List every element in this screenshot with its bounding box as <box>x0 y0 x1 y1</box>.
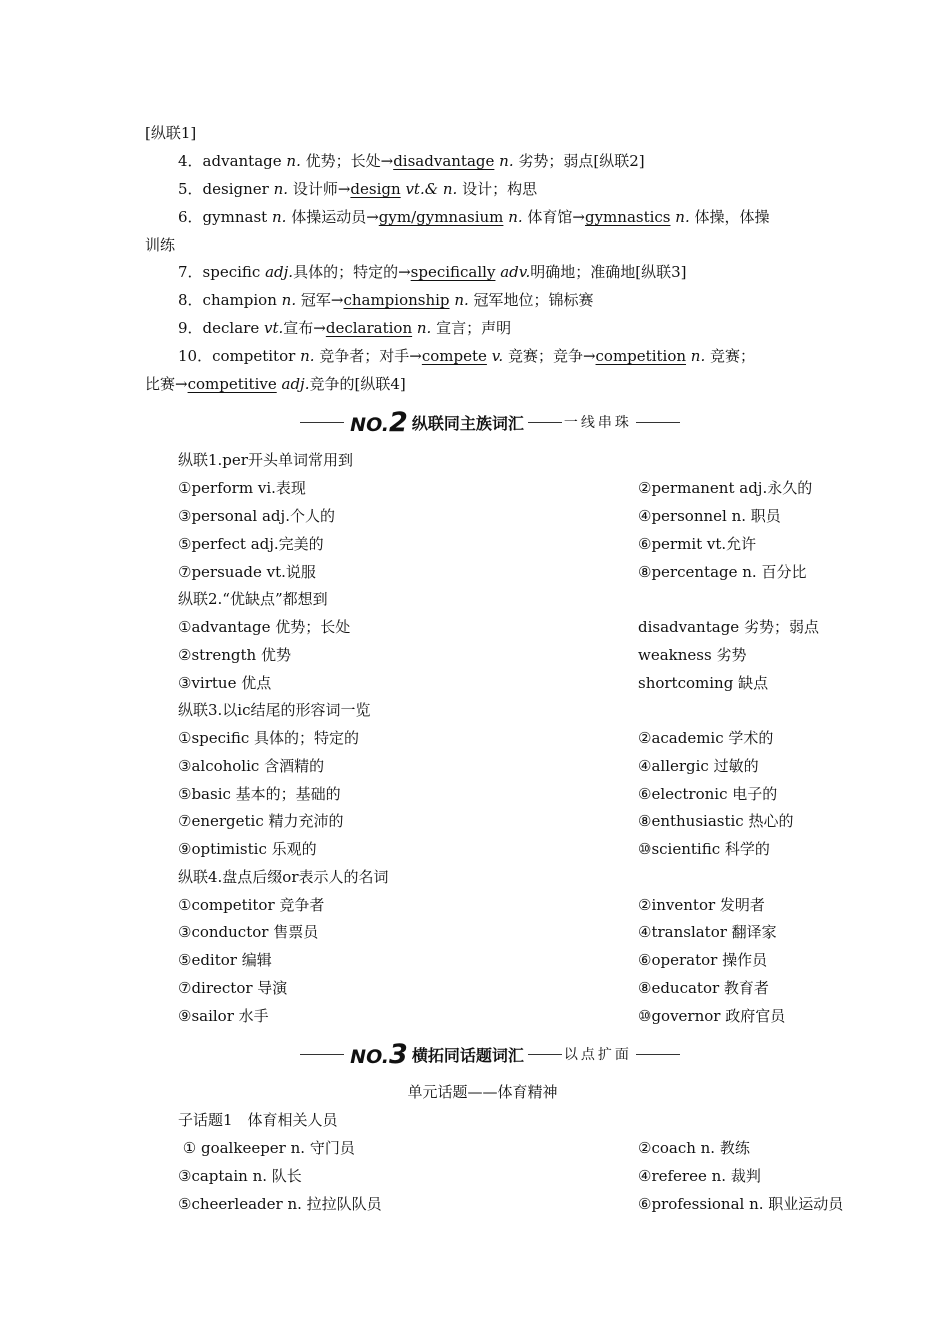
list-item: ③conductor 售票员 ④translator 翻译家 <box>178 923 777 941</box>
list-item: ③captain n. 队长 ④referee n. 裁判 <box>178 1167 761 1185</box>
vocab-entry-10: 10．competitor n. 竞争者；对手→compete v. 竞赛；竞争→competition n. 竞赛； <box>178 347 756 365</box>
header-rule <box>300 1054 344 1055</box>
derived-word: compete <box>421 347 487 365</box>
vocab-entry-10-cont: 比赛→competitive adj.竞争的[纵联4] <box>145 375 406 393</box>
derived-word: declaration <box>325 319 413 337</box>
vocab-entry-5: 5．designer n. 设计师→design vt.& n. 设计；构思 <box>178 180 538 198</box>
list-item: ⑦energetic 精力充沛的 ⑧enthusiastic 热心的 <box>178 812 794 830</box>
derived-word: design <box>350 180 401 198</box>
vocab-entry-8: 8．champion n. 冠军→championship n. 冠军地位；锦标赛 <box>178 291 594 309</box>
derived-word: disadvantage <box>393 152 495 170</box>
list-item: ⑨sailor 水手 ⑩governor 政府官员 <box>178 1007 786 1025</box>
group-heading: 纵联2.“优缺点”都想到 <box>178 590 328 608</box>
list-item: ③virtue 优点 shortcoming 缺点 <box>178 674 769 692</box>
section-subtitle: 以点扩面 <box>563 1047 632 1063</box>
vocab-entry-4: 4．advantage n. 优势；长处→disadvantage n. 劣势；弱点[纵联2] <box>178 152 645 170</box>
section-subtitle: 一线串珠 <box>563 415 632 431</box>
list-item: ②strength 优势 weakness 劣势 <box>178 646 747 664</box>
list-item: ③alcoholic 含酒精的 ④allergic 过敏的 <box>178 757 759 775</box>
unit-topic: 单元话题——体育精神 <box>407 1083 558 1101</box>
header-rule <box>528 1054 562 1055</box>
header-rule <box>636 1054 680 1055</box>
sub-topic-heading: 子话题1 体育相关人员 <box>178 1111 338 1129</box>
vocab-entry-7: 7．specific adj.具体的；特定的→specifically adv.明确地；准确地[纵联3] <box>178 263 687 281</box>
list-item: ⑤basic 基本的；基础的 ⑥electronic 电子的 <box>178 785 778 803</box>
section-3-header <box>300 1038 680 1070</box>
list-item: ①competitor 竞争者 ②inventor 发明者 <box>178 896 765 914</box>
list-item: ①specific 具体的；特定的 ②academic 学术的 <box>178 729 774 747</box>
section-2-header <box>300 406 680 438</box>
derived-word: championship <box>343 291 450 309</box>
group-heading: 纵联1.per开头单词常用到 <box>178 451 353 469</box>
header-rule <box>528 422 562 423</box>
header-rule <box>300 422 344 423</box>
list-item: ①advantage 优势；长处 disadvantage 劣势；弱点 <box>178 618 819 636</box>
derived-word: gym/gymnasium <box>378 208 504 226</box>
list-item: ⑤cheerleader n. 拉拉队队员 ⑥professional n. 职业运动员 <box>178 1195 844 1213</box>
section-title: 纵联同主族词汇 <box>411 413 524 433</box>
vocab-entry-6: 6．gymnast n. 体操运动员→gym/gymnasium n. 体育馆→gymnastics n. 体操，体操 <box>178 208 770 226</box>
list-item: ③personal adj.个人的 ④personnel n. 职员 <box>178 507 781 525</box>
vocab-entry-9: 9．declare vt.宣布→declaration n. 宣言；声明 <box>178 319 512 337</box>
list-item: ⑨optimistic 乐观的 ⑩scientific 科学的 <box>178 840 770 858</box>
list-item: ① goalkeeper n. 守门员 ②coach n. 教练 <box>178 1139 750 1157</box>
list-item: ①perform vi.表现 ②permanent adj.永久的 <box>178 479 813 497</box>
group-heading: 纵联4.盘点后缀or表示人的名词 <box>178 868 389 886</box>
derived-word: specifically <box>410 263 496 281</box>
section-number: NO.2 <box>350 406 408 438</box>
list-item: ⑤perfect adj.完美的 ⑥permit vt.允许 <box>178 535 757 553</box>
group-heading: 纵联3.以ic结尾的形容词一览 <box>178 701 371 719</box>
vocab-line-ref: [纵联1] <box>145 124 197 142</box>
vocab-entry-6-cont: 训练 <box>145 236 176 254</box>
section-number: NO.3 <box>350 1038 408 1070</box>
list-item: ⑦persuade vt.说服 ⑧percentage n. 百分比 <box>178 563 807 581</box>
list-item: ⑦director 导演 ⑧educator 教育者 <box>178 979 769 997</box>
header-rule <box>636 422 680 423</box>
list-item: ⑤editor 编辑 ⑥operator 操作员 <box>178 951 768 969</box>
derived-word: competitive <box>187 375 277 393</box>
derived-word: competition <box>595 347 687 365</box>
derived-word: gymnastics <box>584 208 671 226</box>
section-title: 横拓同话题词汇 <box>411 1045 524 1065</box>
